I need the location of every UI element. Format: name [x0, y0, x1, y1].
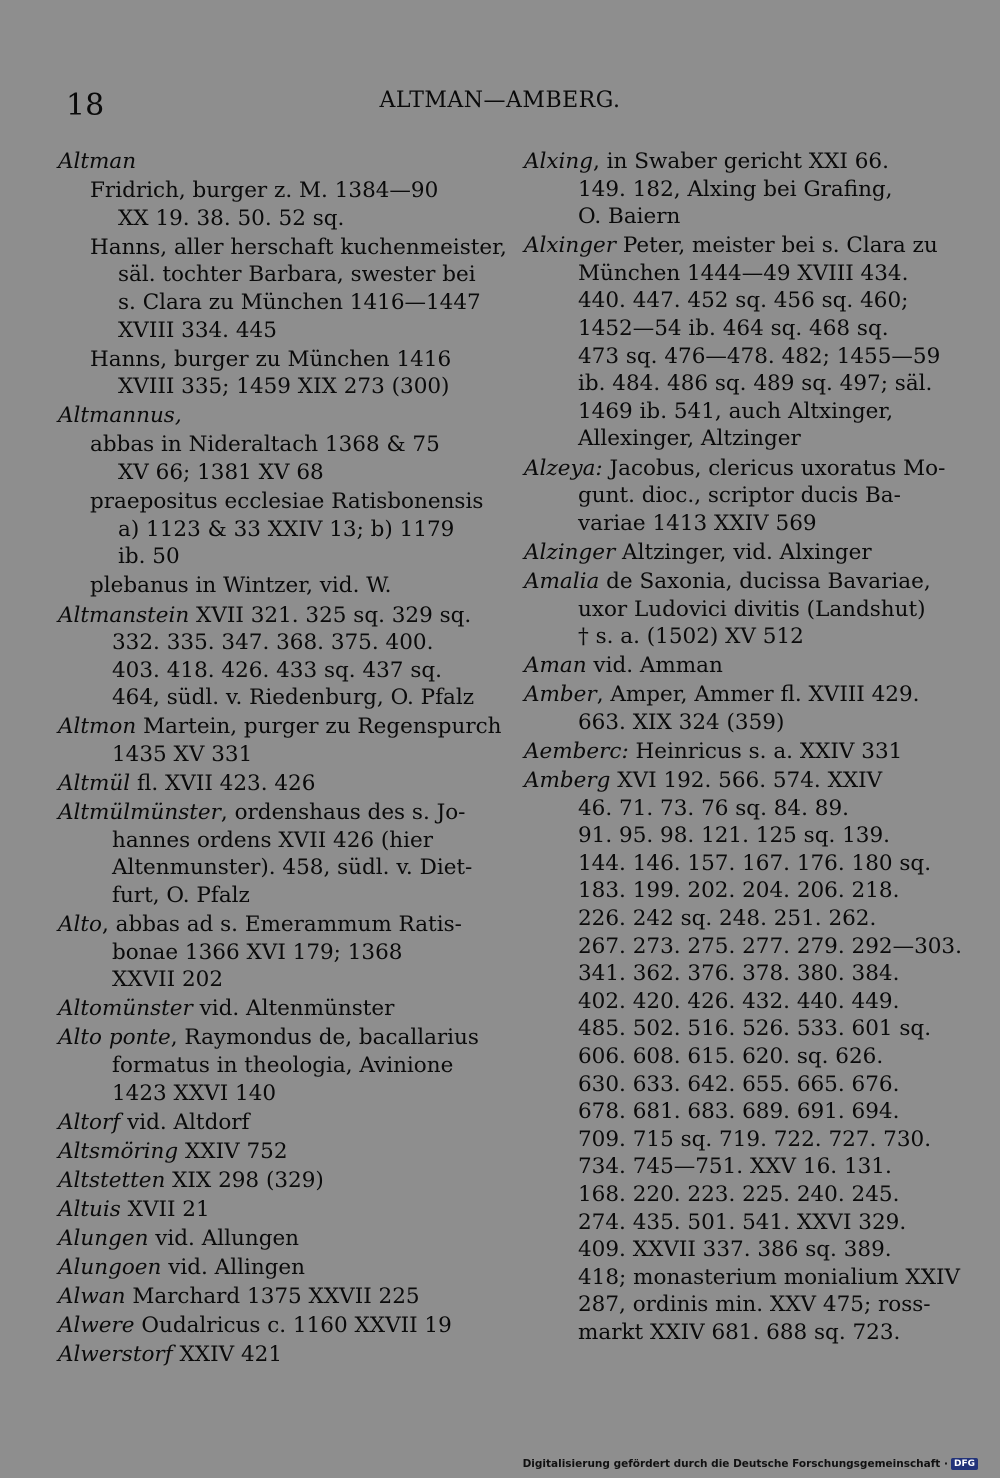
entry-text: 409. XXVII 337. 386 sq. 389. — [578, 1237, 892, 1263]
entry-line — [524, 681, 944, 709]
entry-text: 678. 681. 683. 689. 691. 694. — [578, 1099, 900, 1125]
entry-text: XVII 321. 325 sq. 329 sq. — [189, 602, 472, 628]
entry-line — [58, 741, 482, 769]
footer-text: Digitalisierung gefördert durch die Deutsche Forschungsgemeinschaft · — [522, 1458, 948, 1470]
entry-text: XVI 192. 566. 574. XXIV — [610, 768, 883, 794]
headword: Alwere — [58, 1313, 135, 1339]
index-entry — [524, 232, 944, 453]
entry-line — [524, 933, 962, 961]
entry-line — [58, 289, 482, 317]
entry-text: 287, ordinis min. XXV 475; ross- — [578, 1292, 931, 1318]
entry-line — [58, 373, 482, 401]
index-entry — [58, 177, 482, 232]
entry-text: 1435 XV 331 — [112, 741, 253, 767]
entry-line — [524, 1126, 944, 1154]
entry-line — [58, 1225, 482, 1253]
entry-text: XIX 298 (329) — [165, 1167, 324, 1193]
index-entry — [58, 148, 482, 176]
entry-line — [58, 431, 482, 459]
entry-text: vid. Altdorf — [120, 1109, 250, 1135]
entry-text: furt, O. Pfalz — [112, 882, 250, 908]
entry-line — [524, 260, 944, 288]
entry-line — [524, 1209, 944, 1237]
entry-line — [58, 966, 482, 994]
entry-text: XV 66; 1381 XV 68 — [118, 460, 324, 486]
entry-line — [58, 770, 482, 798]
headword: Alto ponte — [58, 1025, 171, 1051]
entry-line — [58, 459, 482, 487]
entry-line — [58, 572, 482, 600]
entry-text: vid. Allingen — [161, 1255, 305, 1281]
entry-line — [58, 261, 482, 289]
entry-line — [524, 539, 944, 567]
entry-text: 1469 ib. 541, auch Altxinger, — [578, 398, 894, 424]
index-column-right — [524, 148, 962, 1348]
entry-text: , ordenshaus des s. Jo- — [220, 800, 466, 826]
entry-text: 1452—54 ib. 464 sq. 468 sq. — [578, 316, 889, 342]
entry-line — [524, 652, 944, 680]
entry-line — [524, 1319, 944, 1347]
entry-text: 734. 745—751. XXV 16. 131. — [578, 1154, 892, 1180]
headword: Amalia — [524, 568, 600, 594]
entry-line — [524, 905, 944, 933]
headword: Altman — [58, 149, 137, 174]
entry-text: vid. Amman — [586, 653, 723, 679]
headword: Alwan — [58, 1284, 126, 1310]
running-head: ALTMAN—AMBERG. — [379, 88, 621, 113]
entry-line — [58, 1167, 482, 1195]
entry-text: 709. 715 sq. 719. 722. 727. 730. — [578, 1126, 932, 1152]
entry-line — [58, 1283, 482, 1311]
entry-line — [524, 1153, 944, 1181]
index-entry — [58, 572, 482, 600]
headword: Alzeya: — [524, 455, 603, 481]
entry-text: gunt. dioc., scriptor ducis Ba- — [578, 483, 901, 509]
entry-text: s. Clara zu München 1416—1447 — [118, 289, 481, 315]
entry-line — [58, 1138, 482, 1166]
entry-text: Allexinger, Altzinger — [578, 426, 801, 452]
entry-line — [524, 988, 944, 1016]
headword: Altmülmünster — [58, 800, 221, 826]
dfg-logo: DFG — [951, 1458, 978, 1470]
entry-text: 440. 447. 452 sq. 456 sq. 460; — [578, 288, 909, 314]
index-entry — [58, 234, 507, 344]
entry-text: bonae 1366 XVI 179; 1368 — [112, 939, 403, 965]
entry-line — [524, 709, 944, 737]
entry-line — [58, 148, 482, 176]
entry-line — [524, 1291, 944, 1319]
entry-text: 485. 502. 516. 526. 533. 601 sq. — [578, 1016, 932, 1042]
entry-text: Altzinger, vid. Alxinger — [615, 539, 872, 565]
entry-line — [524, 568, 944, 596]
entry-text: fl. XVII 423. 426 — [130, 771, 316, 797]
entry-line — [524, 176, 944, 204]
entry-line — [524, 232, 944, 260]
index-entry — [58, 1138, 482, 1166]
entry-text: Hanns, burger zu München 1416 — [90, 346, 452, 372]
index-entry — [58, 602, 482, 712]
entry-line — [58, 1254, 482, 1282]
entry-line — [524, 1071, 944, 1099]
entry-line — [524, 822, 944, 850]
index-entry — [524, 539, 944, 567]
entry-text: de Saxonia, ducissa Bavariae, — [599, 568, 931, 594]
entry-line — [524, 623, 944, 651]
entry-line — [58, 629, 482, 657]
entry-line — [58, 205, 482, 233]
headword: Altsmöring — [58, 1138, 179, 1164]
entry-line — [58, 1052, 482, 1080]
index-column-left — [58, 148, 507, 1371]
headword: Aemberc: — [524, 738, 629, 764]
entry-text: 226. 242 sq. 248. 251. 262. — [578, 906, 877, 932]
entry-text: formatus in theologia, Avinione — [112, 1053, 454, 1078]
entry-line — [58, 854, 482, 882]
entry-text: Peter, meister bei s. Clara zu — [616, 233, 938, 259]
entry-text: XVIII 334. 445 — [118, 317, 277, 343]
index-entry — [524, 148, 944, 231]
entry-text: , in Swaber gericht XXI 66. — [593, 149, 889, 174]
entry-text: Oudalricus c. 1160 XXVII 19 — [134, 1313, 452, 1339]
entry-text: XXIV 421 — [172, 1342, 283, 1368]
entry-line — [58, 1196, 482, 1224]
entry-line — [58, 657, 482, 685]
entry-text: XVII 21 — [120, 1196, 210, 1222]
index-entry — [58, 346, 482, 401]
entry-line — [58, 939, 482, 967]
entry-text: säl. tochter Barbara, swester bei — [118, 262, 476, 288]
entry-text: praepositus ecclesiae Ratisbonensis — [90, 489, 484, 515]
entry-line — [58, 713, 502, 741]
entry-line — [524, 510, 944, 538]
entry-text: Martein, purger zu Regenspurch — [136, 714, 502, 740]
entry-line — [58, 1080, 482, 1108]
index-entry — [524, 455, 944, 538]
entry-line — [58, 882, 482, 910]
entry-line — [524, 1015, 944, 1043]
entry-text: XVIII 335; 1459 XIX 273 (300) — [118, 374, 450, 400]
entry-line — [524, 795, 944, 823]
entry-text: 168. 220. 223. 225. 240. 245. — [578, 1181, 900, 1207]
entry-line — [524, 343, 944, 371]
entry-text: 418; monasterium monialium XXIV — [578, 1264, 961, 1290]
index-entry — [58, 1312, 482, 1340]
entry-text: 473 sq. 476—478. 482; 1455—59 — [578, 343, 941, 369]
index-entry — [58, 488, 482, 571]
entry-text: abbas in Nideraltach 1368 & 75 — [90, 432, 440, 458]
entry-text: 183. 199. 202. 204. 206. 218. — [578, 878, 900, 904]
entry-text: vid. Altenmünster — [192, 996, 395, 1022]
headword: Alxing — [524, 149, 594, 174]
entry-line — [524, 738, 944, 766]
index-entry — [58, 995, 482, 1023]
entry-line — [524, 425, 944, 453]
headword: Alto — [58, 912, 102, 938]
entry-text: variae 1413 XXIV 569 — [578, 510, 817, 536]
entry-line — [524, 287, 944, 315]
entry-line — [524, 850, 944, 878]
entry-text: Jacobus, clericus uxoratus Mo- — [602, 455, 946, 481]
headword: Altorf — [58, 1109, 121, 1135]
entry-line — [524, 455, 944, 483]
entry-line — [524, 1236, 944, 1264]
entry-text: Marchard 1375 XXVII 225 — [125, 1284, 420, 1310]
index-entry — [58, 1167, 482, 1195]
entry-line — [524, 370, 944, 398]
index-entry — [58, 1109, 482, 1137]
entry-text: 630. 633. 642. 655. 665. 676. — [578, 1071, 900, 1097]
entry-line — [58, 234, 507, 262]
index-entry — [524, 681, 944, 736]
headword: Amberg — [524, 768, 611, 794]
entry-text: 332. 335. 347. 368. 375. 400. — [112, 630, 434, 656]
entry-text: Heinricus s. a. XXIV 331 — [628, 738, 903, 764]
entry-text: XXVII 202 — [112, 967, 223, 993]
entry-line — [524, 1098, 944, 1126]
entry-line — [58, 488, 482, 516]
entry-line — [524, 877, 944, 905]
headword: Altmül — [58, 771, 131, 797]
entry-text: , Raymondus de, bacallarius — [170, 1025, 479, 1051]
entry-line — [524, 1181, 944, 1209]
index-entry — [58, 1196, 482, 1224]
entry-text: uxor Ludovici divitis (Landshut) — [578, 596, 926, 622]
headword: Aman — [524, 653, 587, 679]
index-entry — [524, 738, 944, 766]
entry-line — [524, 1264, 961, 1292]
entry-text: 464, südl. v. Riedenburg, O. Pfalz — [112, 685, 475, 711]
entry-text: markt XXIV 681. 688 sq. 723. — [578, 1319, 901, 1345]
entry-line — [524, 203, 944, 231]
entry-text: 46. 71. 73. 76 sq. 84. 89. — [578, 795, 849, 821]
entry-text: ib. 50 — [118, 544, 180, 570]
entry-line — [58, 1341, 482, 1369]
entry-text: ib. 484. 486 sq. 489 sq. 497; säl. — [578, 371, 933, 397]
index-entry — [58, 770, 482, 798]
entry-text: 144. 146. 157. 167. 176. 180 sq. — [578, 850, 932, 876]
index-entry — [58, 799, 482, 909]
entry-line — [58, 799, 482, 827]
index-entry — [524, 568, 944, 651]
entry-line — [524, 148, 944, 176]
entry-text: München 1444—49 XVIII 434. — [578, 260, 909, 286]
headword: Amber — [524, 682, 597, 708]
entry-line — [58, 1109, 482, 1137]
footer-credit — [523, 1458, 978, 1470]
entry-text: Altenmunster). 458, südl. v. Diet- — [112, 855, 473, 881]
index-entry — [524, 652, 944, 680]
entry-line — [58, 911, 482, 939]
entry-line — [58, 317, 482, 345]
index-entry — [58, 713, 502, 768]
entry-line — [58, 602, 482, 630]
entry-line — [58, 827, 482, 855]
entry-text: 274. 435. 501. 541. XXVI 329. — [578, 1209, 907, 1235]
entry-text: XX 19. 38. 50. 52 sq. — [118, 205, 345, 231]
entry-line — [524, 596, 944, 624]
index-entry — [58, 1225, 482, 1253]
index-entry — [58, 1024, 482, 1107]
entry-line — [58, 1312, 482, 1340]
index-entry — [58, 1254, 482, 1282]
index-entry — [58, 1341, 482, 1369]
entry-text: 341. 362. 376. 378. 380. 384. — [578, 961, 900, 987]
headword: Alungoen — [58, 1255, 162, 1281]
entry-line — [58, 1024, 482, 1052]
entry-text: XXIV 752 — [178, 1138, 288, 1164]
entry-line — [524, 1043, 944, 1071]
entry-text: hannes ordens XVII 426 (hier — [112, 827, 434, 853]
headword: Altmanstein — [58, 602, 190, 628]
index-entry — [58, 1283, 482, 1311]
entry-line — [524, 315, 944, 343]
index-entry — [58, 402, 482, 430]
entry-text: 91. 95. 98. 121. 125 sq. 139. — [578, 823, 890, 849]
entry-line — [58, 346, 482, 374]
entry-text: 606. 608. 615. 620. sq. 626. — [578, 1044, 884, 1069]
headword: Alxinger — [524, 233, 617, 259]
entry-text: Fridrich, burger z. M. 1384—90 — [90, 178, 439, 204]
entry-line — [58, 516, 482, 544]
headword: Altomünster — [58, 996, 193, 1022]
entry-text: O. Baiern — [578, 204, 681, 230]
page-number: 18 — [66, 88, 105, 123]
entry-text: † s. a. (1502) XV 512 — [578, 624, 804, 650]
entry-line — [524, 960, 944, 988]
headword: Alzinger — [524, 539, 616, 565]
entry-text: 402. 420. 426. 432. 440. 449. — [578, 988, 900, 1014]
headword: Altuis — [58, 1196, 121, 1222]
headword: Alungen — [58, 1226, 149, 1252]
entry-text: , Amper, Ammer fl. XVIII 429. — [596, 682, 920, 708]
headword: Altmannus, — [58, 403, 182, 429]
entry-line — [524, 767, 944, 795]
entry-text: vid. Allungen — [148, 1226, 300, 1252]
index-entry — [58, 911, 482, 994]
entry-line — [524, 482, 944, 510]
entry-text: , abbas ad s. Emerammum Ratis- — [102, 912, 462, 938]
entry-text: 149. 182, Alxing bei Grafing, — [578, 176, 893, 202]
index-entry — [524, 767, 962, 1346]
entry-text: 663. XIX 324 (359) — [578, 709, 785, 735]
entry-text: 1423 XXVI 140 — [112, 1080, 277, 1106]
entry-text: 403. 418. 426. 433 sq. 437 sq. — [112, 657, 442, 683]
entry-line — [58, 995, 482, 1023]
entry-line — [58, 177, 482, 205]
entry-line — [58, 402, 482, 430]
entry-text: a) 1123 & 33 XXIV 13; b) 1179 — [118, 516, 455, 542]
index-entry — [58, 431, 482, 486]
headword: Altstetten — [58, 1167, 166, 1193]
entry-text: plebanus in Wintzer, vid. W. — [90, 573, 392, 599]
entry-text: Hanns, aller herschaft kuchenmeister, — [90, 234, 507, 260]
entry-text: 267. 273. 275. 277. 279. 292—303. — [578, 933, 962, 959]
headword: Alwerstorf — [58, 1342, 173, 1368]
headword: Altmon — [58, 714, 137, 740]
entry-line — [58, 543, 482, 571]
entry-line — [524, 398, 944, 426]
entry-line — [58, 684, 482, 712]
